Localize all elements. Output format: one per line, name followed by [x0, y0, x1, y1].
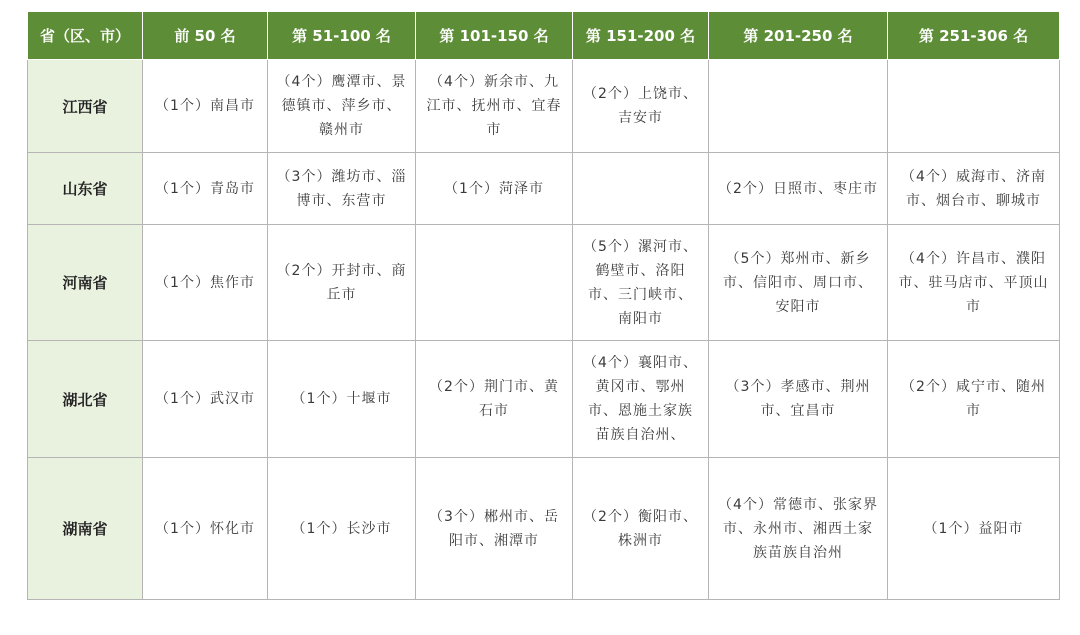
header-101-150: 第 101-150 名 [416, 12, 573, 60]
table-cell: （5个）郑州市、新乡市、信阳市、周口市、安阳市 [709, 225, 888, 341]
header-201-250: 第 201-250 名 [709, 12, 888, 60]
table-cell: （4个）常德市、张家界市、永州市、湘西土家族苗族自治州 [709, 458, 888, 600]
province-cell: 山东省 [28, 153, 143, 225]
table-cell: （1个）武汉市 [143, 341, 268, 458]
province-cell: 湖南省 [28, 458, 143, 600]
table-row [28, 458, 1060, 600]
table-cell: （2个）日照市、枣庄市 [709, 153, 888, 225]
table-cell: （3个）孝感市、荆州市、宜昌市 [709, 341, 888, 458]
table-cell: （1个）青岛市 [143, 153, 268, 225]
table-cell [416, 225, 573, 341]
table-cell: （1个）十堰市 [268, 341, 416, 458]
table-cell: （1个）长沙市 [268, 458, 416, 600]
table-cell: （2个）开封市、商丘市 [268, 225, 416, 341]
table-cell [709, 60, 888, 153]
table-cell: （2个）荆门市、黄石市 [416, 341, 573, 458]
table-cell: （4个）许昌市、濮阳市、驻马店市、平顶山市 [888, 225, 1060, 341]
table-cell: （1个）怀化市 [143, 458, 268, 600]
header-51-100: 第 51-100 名 [268, 12, 416, 60]
province-cell: 河南省 [28, 225, 143, 341]
province-cell: 湖北省 [28, 341, 143, 458]
table-cell: （3个）郴州市、岳阳市、湘潭市 [416, 458, 573, 600]
table-cell: （2个）上饶市、吉安市 [573, 60, 709, 153]
table-cell: （4个）新余市、九江市、抚州市、宜春市 [416, 60, 573, 153]
table-cell: （2个）咸宁市、随州市 [888, 341, 1060, 458]
table-cell [888, 60, 1060, 153]
header-top-50: 前 50 名 [143, 12, 268, 60]
header-251-306: 第 251-306 名 [888, 12, 1060, 60]
table-cell: （1个）菏泽市 [416, 153, 573, 225]
table-cell: （1个）焦作市 [143, 225, 268, 341]
city-ranking-table [27, 11, 1060, 600]
table-cell: （2个）衡阳市、株洲市 [573, 458, 709, 600]
table-cell: （4个）威海市、济南市、烟台市、聊城市 [888, 153, 1060, 225]
table-cell [573, 153, 709, 225]
table-cell: （4个）鹰潭市、景德镇市、萍乡市、赣州市 [268, 60, 416, 153]
province-cell: 江西省 [28, 60, 143, 153]
table-row [28, 60, 1060, 153]
header-province: 省（区、市） [28, 12, 143, 60]
table-cell: （3个）潍坊市、淄博市、东营市 [268, 153, 416, 225]
table-row [28, 153, 1060, 225]
table-cell: （1个）南昌市 [143, 60, 268, 153]
table-cell: （5个）漯河市、鹤壁市、洛阳市、三门峡市、南阳市 [573, 225, 709, 341]
header-151-200: 第 151-200 名 [573, 12, 709, 60]
table-row [28, 225, 1060, 341]
table-row [28, 341, 1060, 458]
header-row [28, 12, 1060, 60]
table-cell: （1个）益阳市 [888, 458, 1060, 600]
table-cell: （4个）襄阳市、黄冈市、鄂州市、恩施土家族苗族自治州、 [573, 341, 709, 458]
